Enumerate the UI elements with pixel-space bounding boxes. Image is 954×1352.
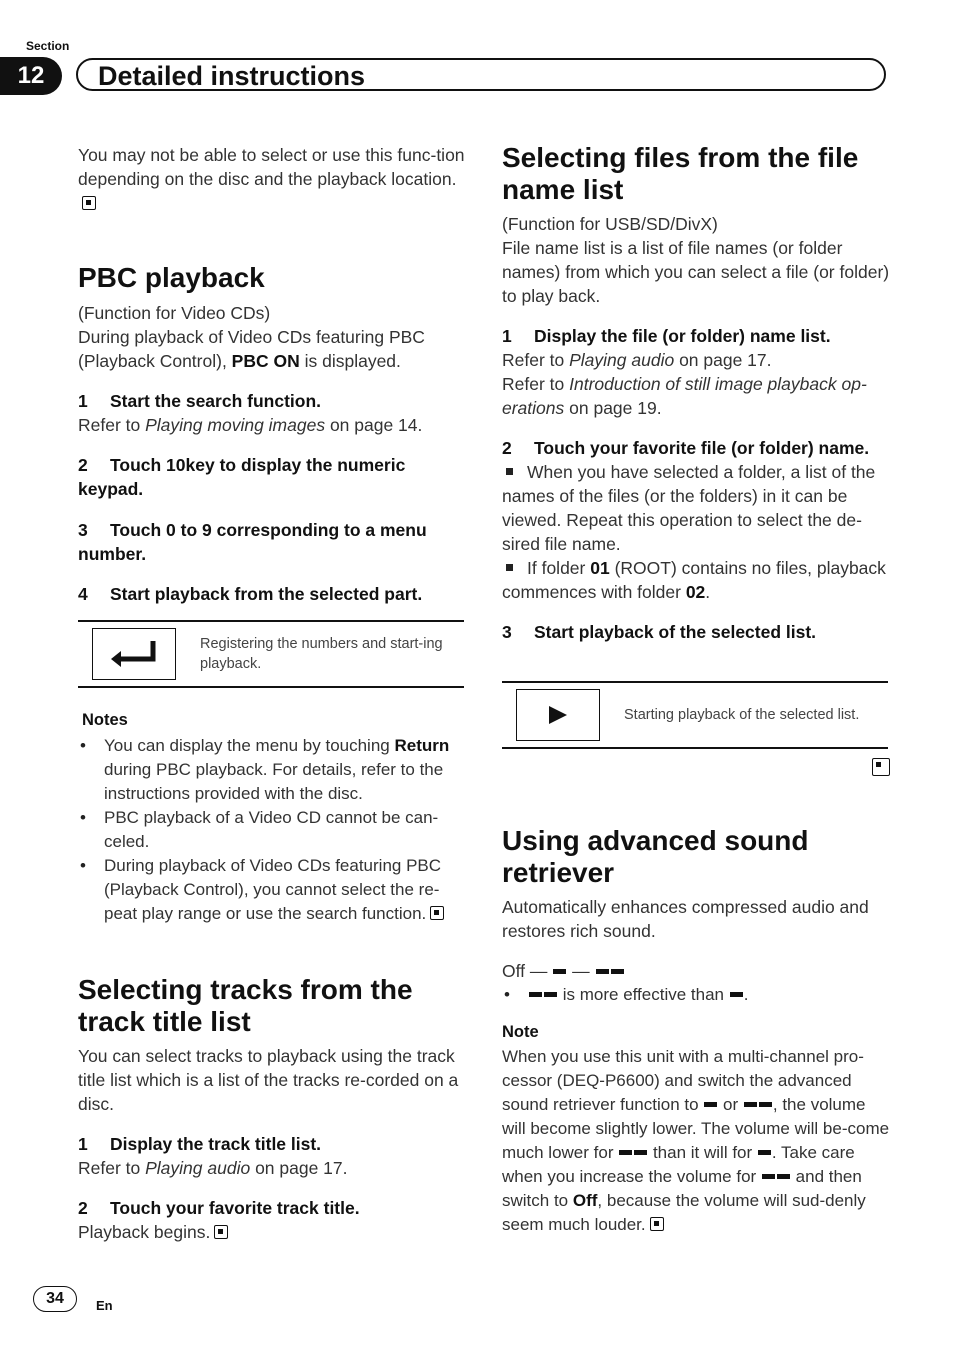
note-text: , because the volume will sud-denly seem much louder. xyxy=(502,1191,866,1234)
pbc-on-label: PBC ON xyxy=(231,351,300,371)
level-bar-icon xyxy=(611,969,624,974)
pbc-step-1 xyxy=(78,389,466,413)
level-bar-icon xyxy=(529,992,542,997)
step-number: 2 xyxy=(78,455,88,475)
tracks-step-1-ref xyxy=(78,1156,466,1180)
pbc-desc-end: is displayed. xyxy=(299,351,401,371)
page-title: Detailed instructions xyxy=(98,61,366,91)
bullet-text: If folder xyxy=(527,558,591,578)
pbc-step-2 xyxy=(78,453,466,501)
files-key-table xyxy=(502,681,888,749)
level-bar-icon xyxy=(744,1102,757,1107)
step-number: 2 xyxy=(502,438,512,458)
note-text: than it will for xyxy=(652,1143,753,1162)
square-bullet-icon xyxy=(506,468,513,475)
ref-link-text: Introduction of still image playback op-erations xyxy=(502,374,867,418)
files-step-3 xyxy=(502,620,890,644)
return-label: Return xyxy=(394,736,450,755)
note-item xyxy=(78,854,466,926)
step-title: Touch your favorite track title. xyxy=(110,1198,360,1218)
pbc-heading: PBC playback xyxy=(78,262,265,293)
files-step-2 xyxy=(502,436,890,460)
note-text: , the volume will become slightly lower. The volume will be-come much lower for xyxy=(502,1095,890,1162)
pbc-notes xyxy=(78,711,466,926)
level-bar-icon xyxy=(634,1150,647,1155)
ref-text: Refer to xyxy=(78,1158,146,1178)
note-text: You can display the menu by touching xyxy=(104,736,395,755)
level-bar-icon xyxy=(758,1150,771,1155)
sound-bullet-list xyxy=(502,983,890,1007)
step-title: Touch your favorite file (or folder) name. xyxy=(534,438,870,458)
square-bullet-icon xyxy=(506,564,513,571)
step-number: 1 xyxy=(502,326,512,346)
enter-return-glyph xyxy=(108,639,160,669)
section-number-badge: 12 xyxy=(0,57,62,95)
note-text: . Take care when you increase the volume for xyxy=(502,1143,855,1186)
enter-return-icon xyxy=(92,628,176,680)
ref-link-text: Playing moving images xyxy=(145,415,326,435)
page-number: 34 xyxy=(33,1286,77,1312)
tracks-heading: Selecting tracks from the track title list xyxy=(78,974,413,1037)
note-text-end: during PBC playback. For details, refer to the instructions provided with the disc. xyxy=(104,760,444,803)
sequence-dash: — xyxy=(529,961,548,981)
files-description: File name list is a list of file names (or folder names) from which you can select a file (or folder) to play back. xyxy=(502,238,890,306)
pbc-function-note: (Function for Video CDs) xyxy=(78,303,271,323)
tracks-section xyxy=(78,974,466,1244)
sequence-dash: — xyxy=(572,961,590,981)
folder-01-label: 01 xyxy=(590,558,610,578)
files-step-1 xyxy=(502,324,890,348)
tracks-description: You can select tracks to playback using the track title list which is a list of the tracks re-corded on a disc. xyxy=(78,1046,459,1114)
play-icon xyxy=(516,689,600,741)
level-bar-icon xyxy=(619,1150,632,1155)
level-bar-icon xyxy=(596,969,609,974)
ref-text: Refer to xyxy=(502,350,570,370)
note-text: PBC playback of a Video CD cannot be can-celed. xyxy=(104,808,439,851)
note-item xyxy=(78,806,466,854)
files-step-1-ref1 xyxy=(502,348,890,372)
step-title: Touch 10key to display the numeric keypad. xyxy=(78,455,406,499)
ref-page-text: on page 17. xyxy=(674,350,772,370)
pbc-step-4 xyxy=(78,582,466,606)
note-text: During playback of Video CDs featuring PBC (Playback Control), you cannot select the re-peat play range or use the search function. xyxy=(104,856,442,923)
ref-page-text: on page 17. xyxy=(250,1158,348,1178)
note-text: When you use this unit with a multi-channel pro-cessor (DEQ-P6600) and switch the advanced sound retriever function to xyxy=(502,1047,864,1114)
pbc-desc-text: During playback of Video CDs featuring PBC (Playback Control), xyxy=(78,327,425,371)
off-label: Off xyxy=(502,961,526,981)
step-title: Start playback of the selected list. xyxy=(534,622,817,642)
intro-block xyxy=(78,143,466,215)
level-bar-icon xyxy=(544,992,557,997)
step-title: Touch 0 to 9 corresponding to a menu number. xyxy=(78,520,427,564)
tracks-step-2-text xyxy=(78,1220,466,1244)
note-item xyxy=(78,734,466,806)
step-number: 1 xyxy=(78,1134,88,1154)
level-bar-icon xyxy=(777,1174,790,1179)
bullet-end: . xyxy=(743,985,749,1004)
sound-section xyxy=(502,825,890,1237)
end-mark-icon xyxy=(872,758,890,776)
files-section xyxy=(502,142,890,644)
ref-link-text: Playing audio xyxy=(569,350,675,370)
level-bar-icon xyxy=(704,1102,717,1107)
files-bullet-1 xyxy=(502,460,890,556)
files-key-description: Starting playback of the selected list. xyxy=(624,707,860,723)
bullet-text: When you have selected a folder, a list of the names of the files (or the folders) in it can be viewed. Repeat this operation to select the de-sired file name. xyxy=(502,462,876,554)
playback-begins-text: Playback begins. xyxy=(78,1222,211,1242)
ref-text: Refer to xyxy=(78,415,146,435)
play-glyph xyxy=(546,704,570,726)
step-title: Start playback from the selected part. xyxy=(110,584,423,604)
pbc-key-table xyxy=(78,620,464,688)
pbc-section xyxy=(78,262,466,606)
files-bullet-2 xyxy=(502,556,890,604)
pbc-key-description: Registering the numbers and start-ing playback. xyxy=(200,636,443,672)
note-text: and then switch to xyxy=(502,1167,862,1210)
step-title: Start the search function. xyxy=(110,391,322,411)
step-number: 3 xyxy=(502,622,512,642)
intro-text: You may not be able to select or use this func-tion depending on the disc and the playback location. xyxy=(78,145,465,189)
folder-02-label: 02 xyxy=(685,582,706,602)
end-mark-icon xyxy=(82,196,96,210)
pbc-step-1-ref xyxy=(78,413,466,437)
note-heading: Note xyxy=(502,1023,539,1041)
step-number: 3 xyxy=(78,520,88,540)
end-mark-icon xyxy=(214,1225,228,1239)
step-title: Display the track title list. xyxy=(110,1134,322,1154)
files-heading: Selecting files from the file name list xyxy=(502,142,859,205)
level-bar-icon xyxy=(730,992,743,997)
end-mark-icon xyxy=(430,906,444,920)
ref-text: Refer to xyxy=(502,374,570,394)
off-label: Off xyxy=(572,1191,598,1210)
section-label: Section xyxy=(26,39,70,53)
ref-page-text: on page 19. xyxy=(564,398,662,418)
sound-level-sequence xyxy=(502,959,890,983)
bullet-text-mid: (ROOT) contains no files, playback commences with folder xyxy=(502,558,886,602)
tracks-step-2 xyxy=(78,1196,466,1220)
tracks-step-1 xyxy=(78,1132,466,1156)
step-number: 4 xyxy=(78,584,88,604)
sound-heading: Using advanced sound retriever xyxy=(502,825,809,888)
step-number: 1 xyxy=(78,391,88,411)
bullet-text: is more effective than xyxy=(562,985,725,1004)
ref-link-text: Playing audio xyxy=(145,1158,251,1178)
level-bar-icon xyxy=(553,969,566,974)
step-title: Display the file (or folder) name list. xyxy=(534,326,831,346)
language-label: En xyxy=(96,1298,113,1313)
pbc-description xyxy=(78,325,466,373)
notes-heading: Notes xyxy=(82,711,128,729)
ref-page-text: on page 14. xyxy=(325,415,423,435)
pbc-step-3 xyxy=(78,518,466,566)
step-number: 2 xyxy=(78,1198,88,1218)
end-mark-icon xyxy=(650,1217,664,1231)
level-bar-icon xyxy=(762,1174,775,1179)
sound-note-text xyxy=(502,1045,890,1237)
files-step-1-ref2 xyxy=(502,372,890,420)
level-bar-icon xyxy=(759,1102,772,1107)
sound-bullet xyxy=(502,983,890,1007)
bullet-text-end: . xyxy=(705,582,711,602)
files-function-note: (Function for USB/SD/DivX) xyxy=(502,214,718,234)
sound-description: Automatically enhances compressed audio and restores rich sound. xyxy=(502,897,869,941)
note-text: or xyxy=(723,1095,739,1114)
